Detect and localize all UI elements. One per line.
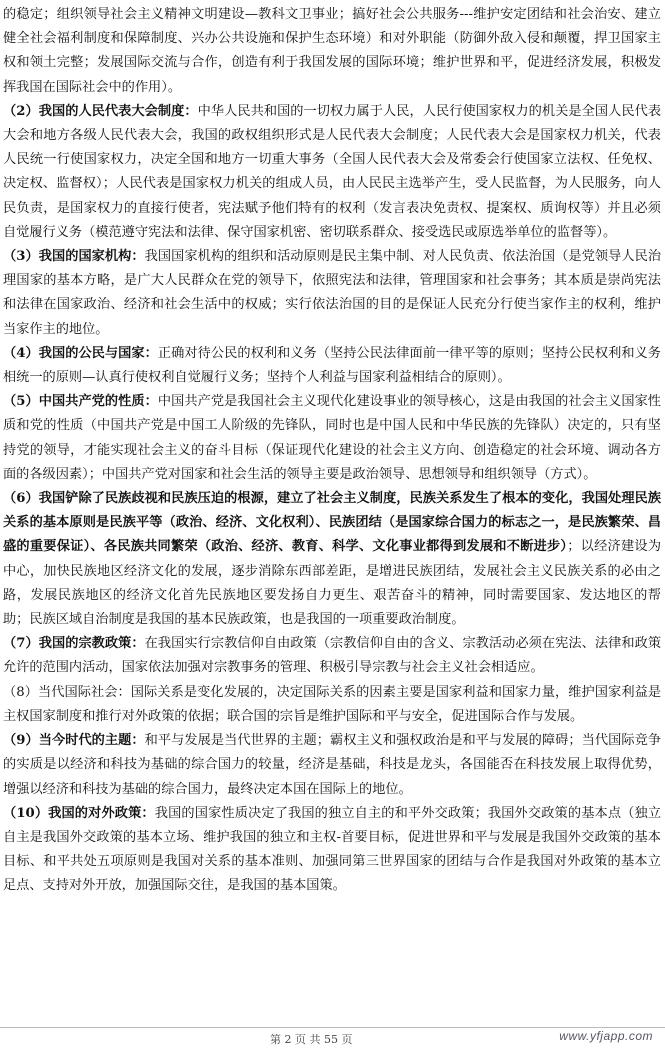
paragraph-8 <box>3 681 661 729</box>
paragraph-4-body: 正确对待公民的权利和义务（坚持公民法律面前一律平等的原则；坚持公民权利和义务相统一的原则—认真行使权利自觉履行义务；坚持个人利益与国家利益相结合的原则）。 <box>3 345 661 386</box>
paragraph-10 <box>3 802 661 899</box>
paragraph-1-body: 的稳定；组织领导社会主义精神文明建设—教科文卫事业；搞好社会公共服务---维护安定团结和社会治安、建立健全社会福利制度和保障制度、兴办公共设施和保护生态环境）和对外职能（防御外敌入侵和颠覆，捍卫国家主权和领土完整；发展国际交流与合作，创造有利于我国发展的国际环境；维护世界和平，促进经济发展，积极发挥我国在国际社会中的作用）。 <box>3 7 661 95</box>
paragraph-9-body: 和平与发展是当代世界的主题；霸权主义和强权政治是和平与发展的障碍；当代国际竞争的实质是以经济和科技为基础的综合国力的较量，经济是基础，科技是龙头，各国能否在科技发展上取得优势，增强以经济和科技为基础的综合国力，最终决定本国在国际上的地位。 <box>3 733 662 797</box>
watermark-site: www.yfjapp.com <box>559 1029 653 1043</box>
paragraph-2 <box>3 100 661 245</box>
paragraph-3-number: （3） <box>3 249 39 265</box>
page-number: 第 2 页 共 55 页 <box>270 1033 353 1046</box>
paragraph-3-heading: 我国的国家机构： <box>38 249 145 265</box>
paragraph-7-body: 在我国实行宗教信仰自由政策（宗教信仰自由的含义、宗教活动必须在宪法、法律和政策允许的范围内活动，国家依法加强对宗教事务的管理、积极引导宗教与社会主义社会相适应。 <box>3 636 662 676</box>
paragraph-5-number: （5） <box>3 394 39 410</box>
paragraph-6-bold-body: 我国铲除了民族歧视和民族压迫的根源，建立了社会主义制度，民族关系发生了根本的变化，我国处理民族关系的基本原则是民族平等（政治、经济、文化权利）、民族团结（是国家综合国力的标志之一，是民族繁荣、昌盛的重要保证）、各民族共同繁荣（政治、经济、教育、科学、文化事业都得到发展和不断进步） <box>3 491 661 555</box>
paragraph-2-heading: 我国的人民代表大会制度： <box>38 103 198 119</box>
paragraph-4 <box>3 342 661 390</box>
paragraph-2-number: （2） <box>3 103 39 119</box>
paragraph-5 <box>3 390 661 487</box>
paragraph-4-heading: 我国的公民与国家： <box>38 345 158 361</box>
paragraph-3 <box>3 245 661 342</box>
paragraph-10-number: （10） <box>3 805 49 821</box>
paragraph-10-body: 我国的国家性质决定了我国的独立自主的和平外交政策；我国外交政策的基本点（独立自主是我国外交政策的基本立场、维护我国的独立和主权-首要目标，促进世界和平与发展是我国外交政策的基本目标、和平共处五项原则是我国对关系的基本准则、加强同第三世界国家的团结与合作是我国对外政策的基本立足点、支持对外开放，加强国际交往，是我国的基本国策。 <box>3 805 662 894</box>
paragraph-8-body: 国际关系是变化发展的，决定国际关系的因素主要是国家利益和国家力量，维护国家利益是主权国家制度和推行对外政策的依据；联合国的宗旨是维护国际和平与安全，促进国际合作与发展。 <box>3 684 662 724</box>
paragraph-2-body: 中华人民共和国的一切权力属于人民，人民行使国家权力的机关是全国人民代表大会和地方各级人民代表大会，我国的政权组织形式是人民代表大会制度；人民代表大会是国家权力机关，代表人民统一行使国家权力，决定全国和地方一切重大事务（全国人民代表大会及常委会行使国家立法权、任免权、决定权、监督权）；人民代表是国家权力机关的组成人员，由人民民主选举产生，受人民监督，为人民服务，向人民负责，是国家权力的直接行使者，宪法赋予他们特有的权利（发言表决免责权、提案权、质询权等）并且必须自觉履行义务（模范遵守宪法和法律、保守国家机密、密切联系群众、接受选民或原选举单位的监督等）。 <box>3 103 662 240</box>
paragraph-6-body: ；以经济建设为中心，加快民族地区经济文化的发展，逐步消除东西部差距，是增进民族团结，发展社会主义民族关系的必由之路，发展民族地区的经济文化首先民族地区要发扬自力更生、艰苦奋斗的精神，同时需要国家、发达地区的帮助；民族区域自治制度是我国的基本民族政策，也是我国的一项重要政治制度。 <box>3 539 662 628</box>
paragraph-4-number: （4） <box>3 345 39 361</box>
paragraph-7-heading: 我国的宗教政策： <box>38 636 145 652</box>
paragraph-6-number: （6） <box>3 491 39 507</box>
paragraph-3-body: 我国国家机构的组织和活动原则是民主集中制、对人民负责、依法治国（是党领导人民治理国家的基本方略，是广大人民群众在党的领导下，依照宪法和法律，管理国家和社会事务；其本质是崇尚宪法和法律在国家政治、经济和社会生活中的权威；实行依法治国的目的是保证人民充分行使当家作主的权利，维护当家作主的地位。 <box>3 249 662 337</box>
paragraph-7-number: （7） <box>3 636 39 652</box>
paragraph-8-heading: 当代国际社会： <box>37 684 131 700</box>
paragraph-9-heading: 当今时代的主题： <box>38 733 145 749</box>
paragraph-8-number: （8） <box>3 684 38 700</box>
paragraph-5-heading: 中国共产党的性质： <box>38 394 158 410</box>
page-footer <box>0 1027 665 1048</box>
paragraph-5-body: 中国共产党是我国社会主义现代化建设事业的领导核心，这是由我国的社会主义国家性质和党的性质（中国共产党是中国工人阶级的先锋队，同时也是中国人民和中华民族的先锋队）决定的，只有坚持党的领导，才能实现社会主义的奋斗目标（保证现代化建设的社会主义方向、创造稳定的社会环境、调动各方面的各级因素）；中国共产党对国家和社会生活的领导主要是政治领导、思想领导和组织领导（方式）。 <box>3 394 661 482</box>
paragraph-9-number: （9） <box>3 733 39 749</box>
paragraph-10-heading: 我国的对外政策： <box>48 805 155 821</box>
paragraph-7 <box>3 632 661 680</box>
paragraph-6 <box>3 487 661 632</box>
paragraph-1 <box>3 3 661 100</box>
document-body <box>3 3 661 899</box>
paragraph-9 <box>3 729 661 802</box>
